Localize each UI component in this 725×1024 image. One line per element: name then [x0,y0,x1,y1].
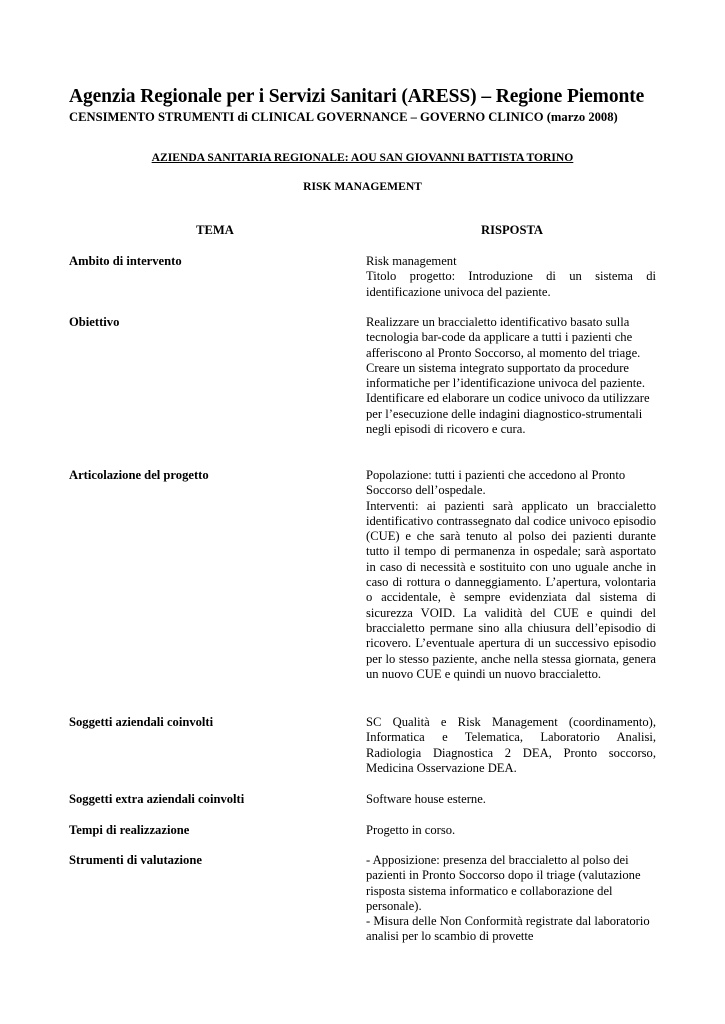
section-heading: RISK MANAGEMENT [303,180,422,193]
row-label: Strumenti di valutazione [69,853,202,867]
row-answer [366,715,656,776]
answer-line: - Misura delle Non Conformità registrate dal laboratorio analisi per lo scambio di provette [366,914,650,944]
row-answer [366,315,656,437]
answer-line: Software house esterne. [366,792,486,806]
row-label: Tempi di realizzazione [69,823,190,837]
azienda-heading: AZIENDA SANITARIA REGIONALE: AOU SAN GIOVANNI BATTISTA TORINO [151,151,574,164]
document-title: Agenzia Regionale per i Servizi Sanitari (ARESS) – Regione Piemonte [69,86,645,107]
column-header-risposta: RISPOSTA [480,223,544,237]
answer-line: SC Qualità e Risk Management (coordinamento), Informatica e Telematica, Laboratorio Analisi, Radiologia Diagnostica 2 DEA, Pronto soccorso, Medicina Osservazione DEA. [366,715,656,775]
answer-line: Titolo progetto: Introduzione di un sistema di identificazione univoca del paziente. [366,269,656,299]
document-subtitle: CENSIMENTO STRUMENTI di CLINICAL GOVERNANCE – GOVERNO CLINICO (marzo 2008) [69,110,618,124]
answer-line: Interventi: ai pazienti sarà applicato un braccialetto identificativo contrassegnato dal codice univoco episodio (CUE) e che sarà tenuto al polso dei pazienti durante tutto il tempo di permanenza in ospedale; sarà asportato in caso di necessità e sostituito con uno uguale anche in caso di rottura o danneggiamento. L’apertura, volontaria o accidentale, è sempre evidenziata dal sistema di sicurezza VOID. La validità del CUE e quindi del braccialetto permane sino alla chiusura dell’episodio di ricovero. L’eventuale apertura di un successivo episodio per lo stesso paziente, anche nella stessa giornata, genera un nuovo CUE e quindi un nuovo braccialetto. [366,498,656,681]
row-label: Articolazione del progetto [69,468,209,482]
row-label: Soggetti extra aziendali coinvolti [69,792,245,806]
column-header-tema: TEMA [196,223,234,237]
answer-line: - Apposizione: presenza del braccialetto al polso dei pazienti in Pronto Soccorso dopo il triage (valutazione risposta sistema informatico e collaborazione del personale). [366,853,641,913]
answer-line: Identificare ed elaborare un codice univoco da utilizzare per l’esecuzione delle indagini diagnostico-strumentali negli episodi di ricovero e cura. [366,391,650,437]
row-label: Obiettivo [69,315,120,329]
answer-line: Risk management [366,254,457,268]
answer-line: Progetto in corso. [366,823,456,837]
row-answer [366,254,656,300]
row-label: Ambito di intervento [69,254,182,268]
row-answer [366,468,656,682]
answer-line: Popolazione: tutti i pazienti che accedono al Pronto Soccorso dell’ospedale. [366,468,626,498]
row-label: Soggetti aziendali coinvolti [69,715,214,729]
answer-line: Realizzare un braccialetto identificativo basato sulla tecnologia bar-code da applicare a tutti i pazienti che afferiscono al Pronto Soccorso, al momento del triage. Creare un sistema integrato supportato da procedure informatiche per l’identificazione univoca del paziente. [366,315,646,391]
row-answer [366,792,656,807]
row-answer [366,823,656,838]
row-answer [366,853,656,945]
